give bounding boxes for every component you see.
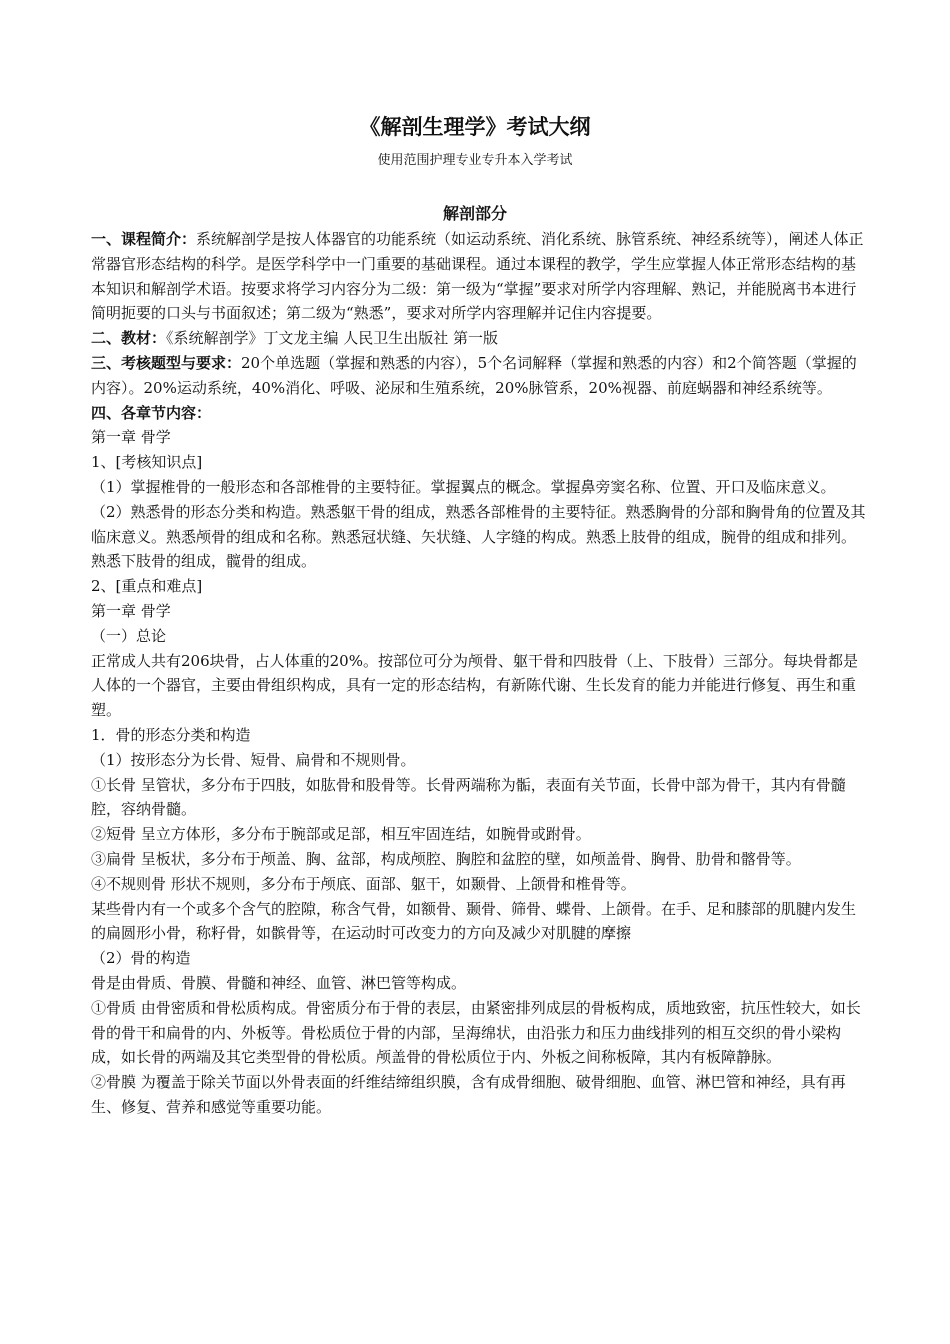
paragraph-text: ①长骨 呈管状，多分布于四肢，如肱骨和股骨等。长骨两端称为骺，表面有关节面，长骨中部为骨干，其内有骨髓腔，容纳骨髓。 bbox=[91, 775, 846, 819]
paragraph-text: （1）按形态分为长骨、短骨、扁骨和不规则骨。 bbox=[91, 750, 416, 769]
paragraph bbox=[91, 847, 869, 872]
paragraph bbox=[91, 822, 869, 847]
paragraph-text: 系统解剖学是按人体器官的功能系统（如运动系统、消化系统、脉管系统、神经系统等），阐述人体正常器官形态结构的科学。是医学科学中一门重要的基础课程。通过本课程的教学，学生应掌握人体正常形态结构的基本知识和解剖学术语。按要求将学习内容分为二级：第一级为“掌握”要求对所学内容理解、熟记，并能脱离书本进行简明扼要的口头与书面叙述；第二级为“熟悉”，要求对所学内容理解并记住内容提要。 bbox=[91, 230, 864, 323]
paragraph-text: ②骨膜 为覆盖于除关节面以外骨表面的纤维结缔组织膜，含有成骨细胞、破骨细胞、血管、淋巴管和神经，具有再生、修复、营养和感觉等重要功能。 bbox=[91, 1073, 846, 1116]
paragraph-text: 1．骨的形态分类和构造 bbox=[91, 725, 251, 744]
paragraph-text: 《系统解剖学》丁文龙主编 人民卫生出版社 第一版 bbox=[166, 329, 499, 348]
paragraph-text: 骨是由骨质、骨膜、骨髓和神经、血管、淋巴管等构成。 bbox=[91, 973, 467, 992]
paragraph-text: 正常成人共有206块骨，占人体重的20%。按部位可分为颅骨、躯干骨和四肢骨（上、下肢骨）三部分。每块骨都是人体的一个器官，主要由骨组织构成，具有一定的形态结构，有新陈代谢、生长发育的能力并能进行修复、再生和重塑。 bbox=[91, 651, 858, 720]
paragraph bbox=[91, 425, 869, 450]
paragraph bbox=[91, 748, 869, 773]
paragraph-text: ④不规则骨 形状不规则，多分布于颅底、面部、躯干，如颞骨、上颌骨和椎骨等。 bbox=[91, 874, 636, 893]
paragraph-text: 第一章 骨学 bbox=[91, 428, 171, 447]
paragraph bbox=[91, 574, 869, 599]
paragraph bbox=[91, 227, 869, 326]
paragraph-text: 某些骨内有一个或多个含气的腔隙，称含气骨，如额骨、颞骨、筛骨、蝶骨、上颌骨。在手、足和膝部的肌腱内发生的扁圆形小骨，称籽骨，如髌骨等，在运动时可改变力的方向及减少对肌腱的摩擦 bbox=[91, 899, 857, 943]
paragraph-text: 20个单选题（掌握和熟悉的内容），5个名词解释（掌握和熟悉的内容）和2个简答题（掌握的内容）。20%运动系统，40%消化、呼吸、泌尿和生殖系统，20%脉管系，20%视器、前庭蜗器和神经系统等。 bbox=[91, 353, 857, 397]
paragraph bbox=[91, 723, 869, 748]
paragraph bbox=[91, 351, 869, 401]
paragraph bbox=[91, 872, 869, 897]
paragraph bbox=[91, 773, 869, 823]
paragraph bbox=[91, 946, 869, 971]
paragraph-label: 四、各章节内容： bbox=[91, 403, 212, 422]
paragraph bbox=[91, 897, 869, 947]
paragraph-text: 第一章 骨学 bbox=[91, 601, 171, 620]
paragraph-text: （1）掌握椎骨的一般形态和各部椎骨的主要特征。掌握翼点的概念。掌握鼻旁窦名称、位置、开口及临床意义。 bbox=[91, 477, 836, 496]
document-title: 《解剖生理学》考试大纲 bbox=[359, 114, 591, 139]
paragraph bbox=[91, 1070, 869, 1120]
paragraph-text: 1、[考核知识点] bbox=[91, 453, 203, 472]
document-body bbox=[91, 227, 869, 1120]
paragraph-text: （一）总论 bbox=[91, 626, 167, 645]
paragraph bbox=[91, 624, 869, 649]
paragraph-text: ①骨质 由骨密质和骨松质构成。骨密质分布于骨的表层，由紧密排列成层的骨板构成，质地致密，抗压性较大，如长骨的骨干和扁骨的内、外板等。骨松质位于骨的内部，呈海绵状，由沿张力和压力曲线排列的相互交织的骨小梁构成，如长骨的两端及其它类型骨的骨松质。颅盖骨的骨松质位于内、外板之间称板障，其内有板障静脉。 bbox=[91, 998, 861, 1067]
paragraph-text: （2）骨的构造 bbox=[91, 949, 191, 968]
paragraph bbox=[91, 599, 869, 624]
document-subtitle: 使用范围护理专业专升本入学考试 bbox=[377, 153, 573, 168]
paragraph bbox=[91, 326, 869, 351]
paragraph-text: ③扁骨 呈板状，多分布于颅盖、胸、盆部，构成颅腔、胸腔和盆腔的壁，如颅盖骨、胸骨、肋骨和髂骨等。 bbox=[91, 849, 801, 868]
paragraph bbox=[91, 401, 869, 426]
paragraph bbox=[91, 500, 869, 574]
section-heading: 解剖部分 bbox=[442, 204, 507, 223]
paragraph-text: 2、[重点和难点] bbox=[91, 577, 203, 596]
paragraph-label: 三、考核题型与要求： bbox=[91, 353, 242, 372]
paragraph-text: ②短骨 呈立方体形，多分布于腕部或足部，相互牢固连结，如腕骨或跗骨。 bbox=[91, 825, 591, 844]
paragraph bbox=[91, 475, 869, 500]
paragraph bbox=[91, 996, 869, 1070]
paragraph bbox=[91, 450, 869, 475]
paragraph-label: 一、课程简介： bbox=[91, 230, 197, 248]
paragraph bbox=[91, 649, 869, 723]
paragraph bbox=[91, 971, 869, 996]
paragraph-label: 二、教材： bbox=[91, 329, 167, 348]
paragraph-text: （2）熟悉骨的形态分类和构造。熟悉躯干骨的组成，熟悉各部椎骨的主要特征。熟悉胸骨的分部和胸骨角的位置及其临床意义。熟悉颅骨的组成和名称。熟悉冠状缝、矢状缝、人字缝的构成。熟悉上肢骨的组成，腕骨的组成和排列。熟悉下肢骨的组成，髋骨的组成。 bbox=[91, 502, 866, 571]
